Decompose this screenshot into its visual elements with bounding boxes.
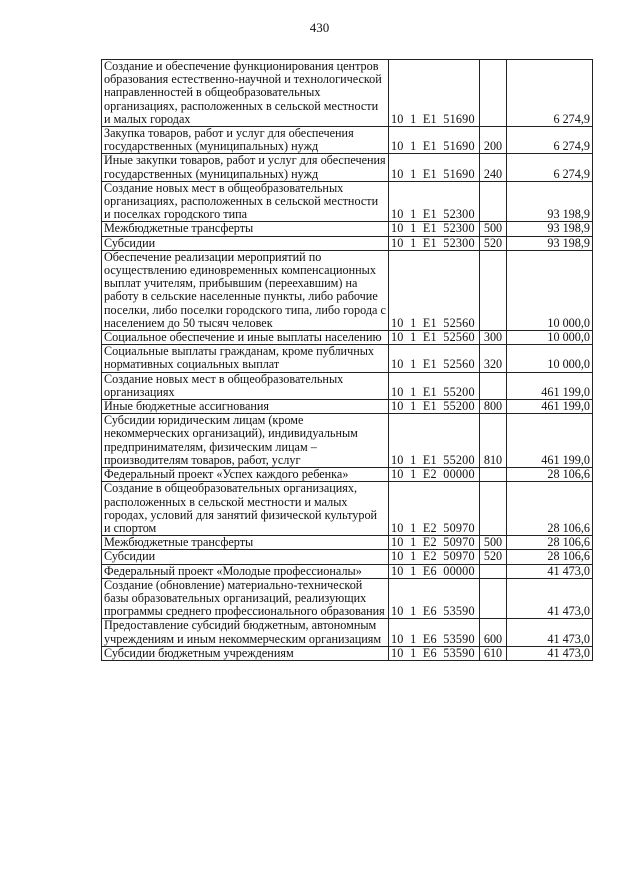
row-sum-cell: 28 106,6	[507, 468, 593, 482]
row-sum-cell: 41 473,0	[507, 619, 593, 646]
row-name-cell: Федеральный проект «Успех каждого ребенка»	[102, 468, 389, 482]
row-sum-cell: 93 198,9	[507, 181, 593, 222]
row-expense-type-cell: 500	[480, 222, 507, 236]
row-name-cell: Создание и обеспечение функционирования центров образования естественно-научной и технологической направленностей в общеобразовательных организациях, расположенных в сельской местности и малых городах	[102, 60, 389, 127]
row-sum-cell: 93 198,9	[507, 236, 593, 250]
row-code-cell: 10 1 Е2 50970	[389, 536, 480, 550]
row-code-cell: 10 1 Е1 52300	[389, 222, 480, 236]
row-expense-type-cell: 810	[480, 414, 507, 468]
row-code-cell: 10 1 Е1 52560	[389, 345, 480, 372]
row-sum-cell: 41 473,0	[507, 646, 593, 660]
row-expense-type-cell	[480, 181, 507, 222]
table-row	[102, 60, 593, 127]
row-sum-cell: 41 473,0	[507, 578, 593, 619]
row-expense-type-cell	[480, 482, 507, 536]
row-code-cell: 10 1 Е1 51690	[389, 127, 480, 154]
row-name-cell: Субсидии бюджетным учреждениям	[102, 646, 389, 660]
row-name-cell: Закупка товаров, работ и услуг для обеспечения государственных (муниципальных) нужд	[102, 127, 389, 154]
row-expense-type-cell	[480, 578, 507, 619]
row-code-cell: 10 1 Е1 52560	[389, 250, 480, 330]
row-sum-cell: 6 274,9	[507, 60, 593, 127]
row-expense-type-cell	[480, 60, 507, 127]
row-code-cell: 10 1 Е1 51690	[389, 154, 480, 181]
table-row	[102, 345, 593, 372]
table-row	[102, 400, 593, 414]
table-row	[102, 236, 593, 250]
row-code-cell: 10 1 Е1 52300	[389, 181, 480, 222]
row-name-cell: Субсидии	[102, 236, 389, 250]
row-expense-type-cell: 600	[480, 619, 507, 646]
row-sum-cell: 28 106,6	[507, 550, 593, 564]
row-name-cell: Иные закупки товаров, работ и услуг для обеспечения государственных (муниципальных) нужд	[102, 154, 389, 181]
table-row	[102, 619, 593, 646]
budget-table	[101, 59, 593, 661]
row-name-cell: Обеспечение реализации мероприятий по осуществлению единовременных компенсационных выплат учителям, прибывшим (переехавшим) на работу в сельские населенные пункты, либо рабочие поселки, либо поселки городского типа, либо города с населением до 50 тысяч человек	[102, 250, 389, 330]
row-code-cell: 10 1 Е6 53590	[389, 619, 480, 646]
table-row	[102, 564, 593, 578]
row-name-cell: Социальные выплаты гражданам, кроме публичных нормативных социальных выплат	[102, 345, 389, 372]
row-name-cell: Межбюджетные трансферты	[102, 222, 389, 236]
table-row	[102, 550, 593, 564]
table-row	[102, 331, 593, 345]
row-sum-cell: 10 000,0	[507, 331, 593, 345]
table-row	[102, 468, 593, 482]
table-row	[102, 372, 593, 399]
row-name-cell: Социальное обеспечение и иные выплаты населению	[102, 331, 389, 345]
row-sum-cell: 10 000,0	[507, 345, 593, 372]
row-code-cell: 10 1 Е1 55200	[389, 372, 480, 399]
row-name-cell: Межбюджетные трансферты	[102, 536, 389, 550]
table-row	[102, 414, 593, 468]
row-expense-type-cell: 500	[480, 536, 507, 550]
row-name-cell: Субсидии юридическим лицам (кроме некоммерческих организаций), индивидуальным предпринимателям, физическим лицам – производителям товаров, работ, услуг	[102, 414, 389, 468]
row-expense-type-cell	[480, 250, 507, 330]
row-expense-type-cell	[480, 468, 507, 482]
row-code-cell: 10 1 Е2 50970	[389, 550, 480, 564]
row-code-cell: 10 1 Е1 55200	[389, 400, 480, 414]
row-name-cell: Федеральный проект «Молодые профессионалы»	[102, 564, 389, 578]
table-row	[102, 250, 593, 330]
row-expense-type-cell: 320	[480, 345, 507, 372]
row-name-cell: Иные бюджетные ассигнования	[102, 400, 389, 414]
table-row	[102, 646, 593, 660]
row-code-cell: 10 1 Е1 52560	[389, 331, 480, 345]
page-number: 430	[309, 20, 330, 35]
row-code-cell: 10 1 Е1 52300	[389, 236, 480, 250]
row-sum-cell: 41 473,0	[507, 564, 593, 578]
row-name-cell: Субсидии	[102, 550, 389, 564]
row-expense-type-cell	[480, 564, 507, 578]
row-code-cell: 10 1 Е1 55200	[389, 414, 480, 468]
table-row	[102, 181, 593, 222]
row-code-cell: 10 1 Е6 53590	[389, 646, 480, 660]
table-row	[102, 482, 593, 536]
row-name-cell: Создание в общеобразовательных организациях, расположенных в сельской местности и малых городах, условий для занятий физической культурой и спортом	[102, 482, 389, 536]
row-expense-type-cell: 300	[480, 331, 507, 345]
row-sum-cell: 461 199,0	[507, 414, 593, 468]
row-sum-cell: 461 199,0	[507, 372, 593, 399]
row-sum-cell: 28 106,6	[507, 482, 593, 536]
row-name-cell: Создание новых мест в общеобразовательных организациях	[102, 372, 389, 399]
row-sum-cell: 461 199,0	[507, 400, 593, 414]
table-row	[102, 127, 593, 154]
row-name-cell: Предоставление субсидий бюджетным, автономным учреждениям и иным некоммерческим организациям	[102, 619, 389, 646]
row-name-cell: Создание новых мест в общеобразовательных организациях, расположенных в сельской местности и поселках городского типа	[102, 181, 389, 222]
row-sum-cell: 10 000,0	[507, 250, 593, 330]
row-expense-type-cell: 520	[480, 550, 507, 564]
budget-table-body	[102, 60, 593, 661]
row-code-cell: 10 1 Е6 53590	[389, 578, 480, 619]
row-expense-type-cell: 200	[480, 127, 507, 154]
table-row	[102, 154, 593, 181]
row-sum-cell: 28 106,6	[507, 536, 593, 550]
row-sum-cell: 93 198,9	[507, 222, 593, 236]
table-row	[102, 536, 593, 550]
row-sum-cell: 6 274,9	[507, 127, 593, 154]
row-expense-type-cell	[480, 372, 507, 399]
table-row	[102, 578, 593, 619]
row-expense-type-cell: 610	[480, 646, 507, 660]
row-expense-type-cell: 800	[480, 400, 507, 414]
row-expense-type-cell: 520	[480, 236, 507, 250]
row-expense-type-cell: 240	[480, 154, 507, 181]
row-code-cell: 10 1 Е2 00000	[389, 468, 480, 482]
row-sum-cell: 6 274,9	[507, 154, 593, 181]
row-code-cell: 10 1 Е6 00000	[389, 564, 480, 578]
row-code-cell: 10 1 Е1 51690	[389, 60, 480, 127]
row-code-cell: 10 1 Е2 50970	[389, 482, 480, 536]
table-row	[102, 222, 593, 236]
row-name-cell: Создание (обновление) материально-технической базы образовательных организаций, реализующих программы среднего профессионального образования	[102, 578, 389, 619]
